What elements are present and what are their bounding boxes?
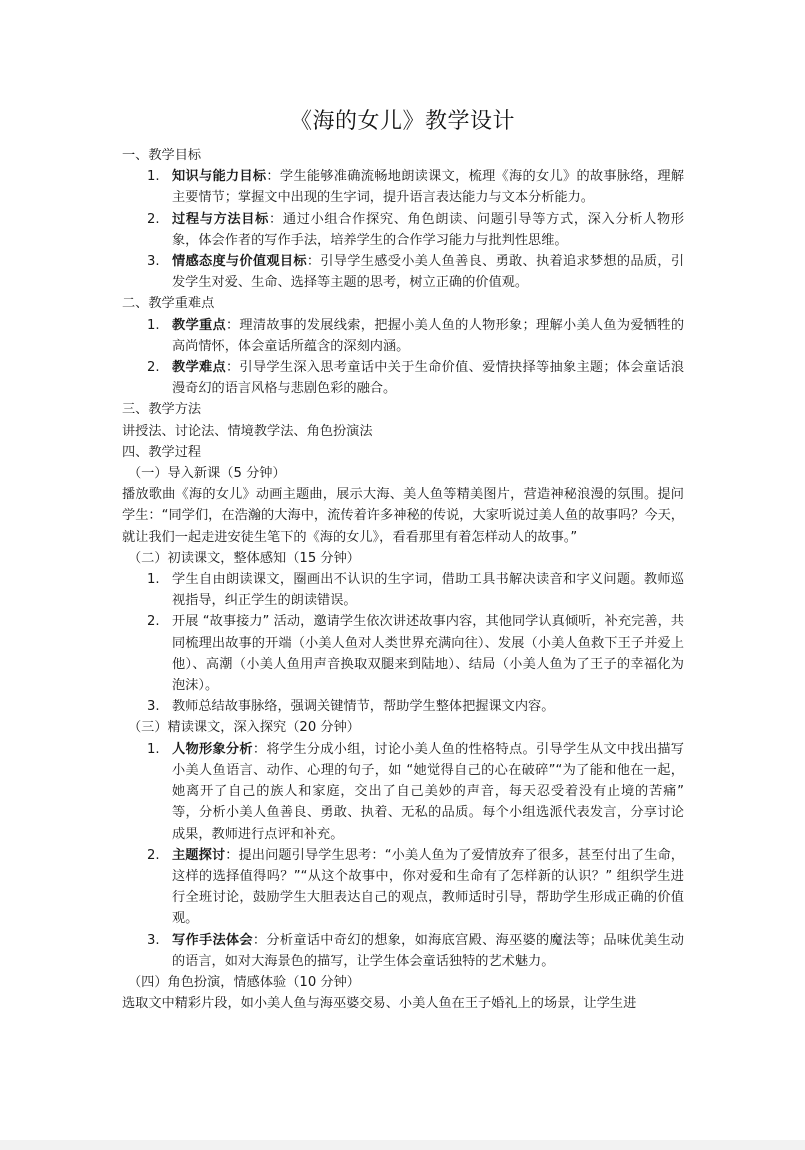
first-reading-item-text: 学生自由朗读课文，圈画出不认识的生字词，借助工具书解决读音和字义问题。教师巡视指导，纠正学生的朗读错误。 [172,572,684,609]
goal-item-label: 情感态度与价值观目标 [172,254,307,270]
close-reading-item-text: ：将学生分成小组，讨论小美人鱼的性格特点。引导学生从文中找出描写小美人鱼语言、动作、心理的句子，如 “她觉得自己的心在破碎”“为了能和他在一起，她离开了自己的族人和家庭，交出了自己美妙的声音，每天忍受着没有止境的苦痛” 等，分析小美人鱼善良、勇敢、执着、无私的品质。每个小组选派代表发言，分享讨论成果，教师进行点评和补充。 [172,741,684,842]
subsection-heading-role-play: （四）角色扮演，情感体验（10 分钟） [128,974,360,990]
document-body [122,145,684,1014]
keypoint-item [122,315,684,357]
section-heading-process: 四、教学过程 [122,444,202,460]
goal-item-text: ：引导学生感受小美人鱼善良、勇敢、执着追求梦想的品质，引发学生对爱、生命、选择等主题的思考，树立正确的价值观。 [172,254,685,291]
methods-text: 讲授法、讨论法、情境教学法、角色扮演法 [122,423,373,439]
document-title: 《海的女儿》教学设计 [289,109,515,134]
close-reading-item-label: 主题探讨 [172,847,226,863]
first-reading-item-number: 1. [147,572,160,588]
close-reading-item-label: 人物形象分析 [172,741,253,757]
intro-text: 播放歌曲《海的女儿》动画主题曲，展示大海、美人鱼等精美图片，营造神秘浪漫的氛围。提问学生：“同学们，在浩瀚的大海中，流传着许多神秘的传说，大家听说过美人鱼的故事吗？今天，就让我们一起走进安徒生笔下的《海的女儿》，看看那里有着怎样动人的故事。” [122,487,684,545]
goal-item-text: ：通过小组合作探究、角色朗读、问题引导等方式，深入分析人物形象，体会作者的写作手法，培养学生的合作学习能力与批判性思维。 [172,211,685,248]
goal-item [122,166,684,208]
first-reading-item [122,696,684,717]
goal-item-text: ：学生能够准确流畅地朗读课文，梳理《海的女儿》的故事脉络，理解主要情节；掌握文中出现的生字词，提升语言表达能力与文本分析能力。 [172,169,685,206]
goal-item-label: 知识与能力目标 [172,169,267,185]
first-reading-item [122,611,684,696]
close-reading-item-number: 1. [147,741,160,757]
subsection-heading-close-reading: （三）精读课文，深入探究（20 分钟） [128,720,360,736]
first-reading-item-text: 开展 “故事接力” 活动，邀请学生依次讲述故事内容，其他同学认真倾听，补充完善，共同梳理出故事的开端（小美人鱼对人类世界充满向往）、发展（小美人鱼救下王子并爱上他）、高潮（小美人鱼用声音换取双腿来到陆地）、结局（小美人鱼为了王子的幸福化为泡沫）。 [172,614,684,694]
goal-item-number: 3. [147,254,160,270]
goal-item-number: 1. [147,169,160,185]
close-reading-item-number: 3. [147,932,160,948]
close-reading-item [122,739,684,845]
page-bottom-margin [0,1140,805,1150]
close-reading-item-text: ：提出问题引导学生思考：“小美人鱼为了爱情放弃了很多，甚至付出了生命，这样的选择值得吗？”“从这个故事中，你对爱和生命有了怎样新的认识？” 组织学生进行全班讨论，鼓励学生大胆表达自己的观点，教师适时引导，帮助学生形成正确的价值观。 [172,847,684,927]
first-reading-item-text: 教师总结故事脉络，强调关键情节，帮助学生整体把握课文内容。 [172,699,555,715]
close-reading-item-number: 2. [147,847,160,863]
close-reading-item [122,930,684,972]
keypoint-item-text: ：引导学生深入思考童话中关于生命价值、爱情抉择等抽象主题；体会童话浪漫奇幻的语言风格与悲剧色彩的融合。 [172,360,685,397]
subsection-heading-intro: （一）导入新课（5 分钟） [128,466,286,482]
goal-item [122,209,684,251]
keypoint-item-label: 教学重点 [172,317,226,333]
first-reading-item [122,569,684,611]
section-heading-methods: 三、教学方法 [122,402,202,418]
keypoint-item-number: 2. [147,360,160,376]
keypoint-item [122,357,684,399]
section-heading-goals: 一、教学目标 [122,148,202,163]
section-heading-keypoints: 二、教学重难点 [122,296,215,312]
keypoint-item-number: 1. [147,317,160,333]
goal-item-number: 2. [147,211,160,227]
close-reading-item-text: ：分析童话中奇幻的想象，如海底宫殿、海巫婆的魔法等；品味优美生动的语言，如对大海景色的描写，让学生体会童话独特的艺术魅力。 [172,932,684,969]
first-reading-item-number: 3. [147,699,160,715]
subsection-heading-first-reading: （二）初读课文，整体感知（15 分钟） [128,550,360,566]
goal-item-label: 过程与方法目标 [172,211,269,227]
role-play-text: 选取文中精彩片段，如小美人鱼与海巫婆交易、小美人鱼在王子婚礼上的场景，让学生进 [122,996,637,1012]
keypoint-item-text: ：理清故事的发展线索，把握小美人鱼的人物形象；理解小美人鱼为爱牺牲的高尚情怀，体会童话所蕴含的深刻内涵。 [172,317,685,354]
keypoint-item-label: 教学难点 [172,360,226,376]
goal-item [122,251,684,293]
close-reading-item [122,845,684,930]
close-reading-item-label: 写作手法体会 [172,932,253,948]
first-reading-item-number: 2. [147,614,160,630]
